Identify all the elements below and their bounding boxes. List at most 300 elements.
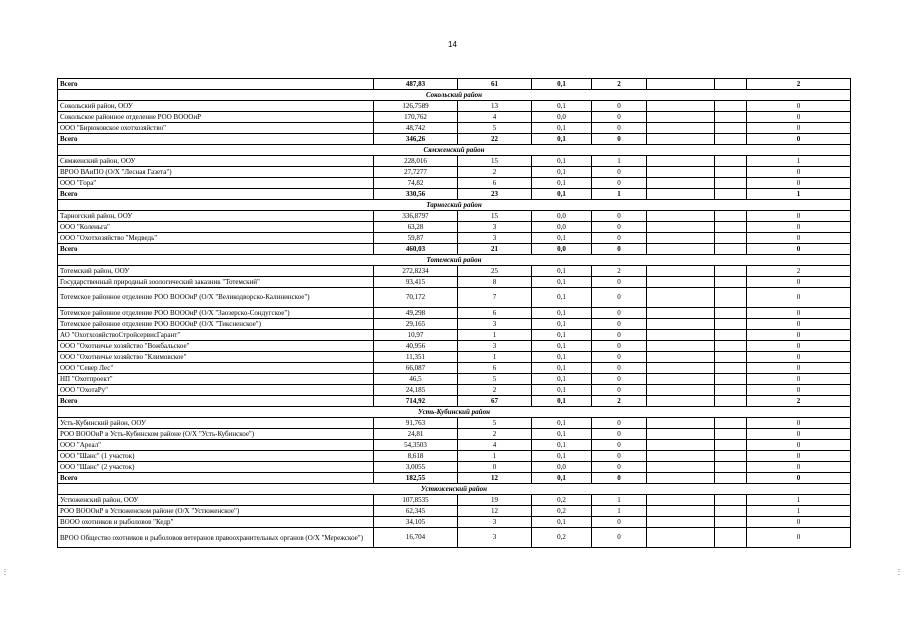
cell-col-5 [647,277,715,288]
cell-col-1: 107,8535 [374,495,458,506]
cell-col-6 [715,352,747,363]
cell-col-7: 0 [747,528,851,548]
cell-col-5 [647,308,715,319]
cell-col-7: 0 [747,178,851,189]
cell-col-3: 0,1 [532,385,592,396]
cell-col-2: 13 [458,101,532,112]
district-header-row [58,90,851,101]
cell-col-3: 0,1 [532,134,592,145]
cell-col-5 [647,528,715,548]
total-row [58,79,851,90]
cell-col-4: 0 [592,341,647,352]
cell-col-2: 3 [458,319,532,330]
cell-col-7: 0 [747,341,851,352]
page-edge-mark-right: . : [898,565,900,577]
cell-col-7: 0 [747,288,851,308]
cell-col-2: 23 [458,189,532,200]
cell-col-2: 4 [458,112,532,123]
cell-col-2: 5 [458,418,532,429]
cell-col-3: 0,1 [532,79,592,90]
cell-col-5 [647,396,715,407]
cell-col-5 [647,462,715,473]
cell-col-2: 6 [458,308,532,319]
cell-col-4: 0 [592,112,647,123]
cell-col-3: 0,2 [532,528,592,548]
row-label: Всего [58,134,374,145]
cell-col-3: 0,1 [532,156,592,167]
cell-col-4: 1 [592,495,647,506]
cell-col-6 [715,341,747,352]
cell-col-3: 0,1 [532,517,592,528]
cell-col-1: 8,618 [374,451,458,462]
cell-col-7: 2 [747,396,851,407]
page-number: 14 [448,40,457,49]
cell-col-7: 0 [747,352,851,363]
cell-col-1: 272,8234 [374,266,458,277]
cell-col-1: 11,351 [374,352,458,363]
cell-col-3: 0,1 [532,189,592,200]
cell-col-2: 5 [458,123,532,134]
cell-col-3: 0,2 [532,506,592,517]
cell-col-1: 49,298 [374,308,458,319]
cell-col-3: 0,1 [532,319,592,330]
cell-col-2: 22 [458,134,532,145]
cell-col-2: 3 [458,222,532,233]
cell-col-5 [647,244,715,255]
cell-col-6 [715,330,747,341]
cell-col-2: 3 [458,517,532,528]
table-row [58,374,851,385]
total-row [58,396,851,407]
cell-col-7: 0 [747,330,851,341]
total-row [58,244,851,255]
table-row [58,112,851,123]
cell-col-6 [715,189,747,200]
cell-col-3: 0,1 [532,352,592,363]
cell-col-5 [647,189,715,200]
table-row [58,222,851,233]
cell-col-2: 6 [458,363,532,374]
cell-col-1: 29,165 [374,319,458,330]
cell-col-5 [647,473,715,484]
cell-col-1: 63,28 [374,222,458,233]
cell-col-1: 40,956 [374,341,458,352]
row-label: Всего [58,79,374,90]
cell-col-7: 1 [747,189,851,200]
cell-col-6 [715,79,747,90]
cell-col-6 [715,178,747,189]
table-row [58,451,851,462]
cell-col-2: 1 [458,352,532,363]
row-label: НП "Охотпроект" [58,374,374,385]
cell-col-5 [647,101,715,112]
cell-col-2: 3 [458,341,532,352]
row-label: Государственный природный зоологический заказник "Тотемский" [58,277,374,288]
cell-col-3: 0,1 [532,266,592,277]
cell-col-4: 0 [592,385,647,396]
cell-col-6 [715,266,747,277]
cell-col-2: 1 [458,330,532,341]
cell-col-6 [715,396,747,407]
cell-col-7: 0 [747,101,851,112]
table-row [58,363,851,374]
cell-col-4: 2 [592,79,647,90]
cell-col-6 [715,112,747,123]
cell-col-7: 1 [747,506,851,517]
cell-col-4: 0 [592,330,647,341]
total-row [58,473,851,484]
cell-col-5 [647,352,715,363]
cell-col-3: 0,1 [532,123,592,134]
cell-col-1: 170,762 [374,112,458,123]
cell-col-5 [647,341,715,352]
row-label: ООО "Бирюковское охотхозяйство" [58,123,374,134]
row-label: ООО "Север Лес" [58,363,374,374]
cell-col-4: 0 [592,167,647,178]
district-header-row [58,255,851,266]
cell-col-2: 2 [458,167,532,178]
cell-col-6 [715,233,747,244]
row-label: ООО "Охотничье хозяйство "Климовское" [58,352,374,363]
cell-col-1: 3,0055 [374,462,458,473]
cell-col-6 [715,308,747,319]
cell-col-3: 0,1 [532,341,592,352]
table-row [58,528,851,548]
table-row [58,495,851,506]
table-row [58,517,851,528]
cell-col-4: 0 [592,233,647,244]
cell-col-3: 0,1 [532,330,592,341]
cell-col-4: 0 [592,528,647,548]
cell-col-1: 46,5 [374,374,458,385]
cell-col-6 [715,211,747,222]
cell-col-2: 2 [458,385,532,396]
district-title: Сокольский район [58,90,851,101]
cell-col-6 [715,440,747,451]
district-title: Усть-Кубинский район [58,407,851,418]
table-row [58,308,851,319]
cell-col-6 [715,517,747,528]
cell-col-7: 2 [747,79,851,90]
cell-col-6 [715,528,747,548]
total-row [58,134,851,145]
page-edge-mark-left: . : [4,565,6,577]
cell-col-5 [647,288,715,308]
cell-col-2: 4 [458,440,532,451]
cell-col-5 [647,517,715,528]
cell-col-6 [715,167,747,178]
table-row [58,319,851,330]
table-row [58,233,851,244]
cell-col-7: 0 [747,233,851,244]
row-label: ООО "Гора" [58,178,374,189]
cell-col-5 [647,418,715,429]
cell-col-2: 21 [458,244,532,255]
row-label: Тотемское районное отделение РОО ВОООиР (О/Х "Великодворско-Калининское") [58,288,374,308]
cell-col-1: 48,742 [374,123,458,134]
cell-col-5 [647,506,715,517]
cell-col-4: 0 [592,211,647,222]
cell-col-3: 0,1 [532,396,592,407]
row-label: Всего [58,244,374,255]
cell-col-5 [647,178,715,189]
cell-col-3: 0,0 [532,112,592,123]
cell-col-2: 67 [458,396,532,407]
cell-col-7: 0 [747,308,851,319]
cell-col-3: 0,0 [532,211,592,222]
cell-col-5 [647,79,715,90]
table-row [58,506,851,517]
cell-col-2: 6 [458,178,532,189]
cell-col-1: 62,345 [374,506,458,517]
report-table-body [58,79,851,548]
table-row [58,156,851,167]
table-row [58,385,851,396]
cell-col-3: 0,1 [532,451,592,462]
cell-col-4: 0 [592,473,647,484]
cell-col-3: 0,1 [532,167,592,178]
cell-col-1: 346,26 [374,134,458,145]
cell-col-1: 487,83 [374,79,458,90]
cell-col-7: 0 [747,244,851,255]
cell-col-4: 0 [592,418,647,429]
cell-col-2: 25 [458,266,532,277]
cell-col-3: 0,0 [532,222,592,233]
cell-col-5 [647,167,715,178]
cell-col-2: 12 [458,506,532,517]
cell-col-7: 0 [747,451,851,462]
cell-col-6 [715,101,747,112]
cell-col-4: 0 [592,288,647,308]
cell-col-3: 0,1 [532,363,592,374]
table-row [58,167,851,178]
row-label: ООО "Ареал" [58,440,374,451]
cell-col-6 [715,134,747,145]
table-row [58,440,851,451]
cell-col-7: 0 [747,374,851,385]
cell-col-6 [715,374,747,385]
cell-col-2: 3 [458,528,532,548]
cell-col-4: 0 [592,101,647,112]
district-header-row [58,145,851,156]
cell-col-6 [715,506,747,517]
cell-col-6 [715,156,747,167]
row-label: Сокольское районное отделение РОО ВОООиР [58,112,374,123]
cell-col-3: 0,1 [532,429,592,440]
cell-col-3: 0,1 [532,288,592,308]
cell-col-4: 1 [592,156,647,167]
cell-col-2: 2 [458,429,532,440]
cell-col-6 [715,385,747,396]
cell-col-2: 7 [458,288,532,308]
cell-col-6 [715,495,747,506]
cell-col-3: 0,1 [532,308,592,319]
table-row [58,462,851,473]
cell-col-5 [647,451,715,462]
cell-col-4: 2 [592,266,647,277]
cell-col-7: 0 [747,440,851,451]
cell-col-1: 91,763 [374,418,458,429]
cell-col-7: 0 [747,123,851,134]
cell-col-1: 24,81 [374,429,458,440]
cell-col-7: 1 [747,495,851,506]
cell-col-5 [647,112,715,123]
table-row [58,178,851,189]
cell-col-6 [715,418,747,429]
row-label: Усть-Кубинский район, ООУ [58,418,374,429]
cell-col-7: 2 [747,266,851,277]
cell-col-2: 3 [458,233,532,244]
cell-col-4: 0 [592,374,647,385]
cell-col-1: 27,7277 [374,167,458,178]
cell-col-2: 12 [458,473,532,484]
cell-col-6 [715,123,747,134]
cell-col-7: 0 [747,429,851,440]
cell-col-6 [715,319,747,330]
cell-col-7: 0 [747,462,851,473]
cell-col-2: 8 [458,277,532,288]
cell-col-4: 0 [592,440,647,451]
cell-col-7: 0 [747,418,851,429]
row-label: ООО "Коленьга" [58,222,374,233]
cell-col-5 [647,211,715,222]
cell-col-6 [715,429,747,440]
cell-col-1: 74,82 [374,178,458,189]
cell-col-5 [647,266,715,277]
cell-col-4: 2 [592,396,647,407]
cell-col-3: 0,1 [532,418,592,429]
row-label: ООО "Охотничье хозяйство "Вожбальское" [58,341,374,352]
district-title: Тотемский район [58,255,851,266]
cell-col-5 [647,156,715,167]
row-label: АО "ОхотхозяйствоСтройсервисГарант" [58,330,374,341]
cell-col-1: 126,7589 [374,101,458,112]
cell-col-4: 0 [592,123,647,134]
cell-col-2: 15 [458,156,532,167]
cell-col-3: 0,1 [532,277,592,288]
cell-col-4: 0 [592,451,647,462]
row-label: Устюженский район, ООУ [58,495,374,506]
row-label: Всего [58,189,374,200]
cell-col-7: 1 [747,156,851,167]
cell-col-2: 1 [458,451,532,462]
district-title: Тарногский район [58,200,851,211]
table-row [58,211,851,222]
cell-col-5 [647,429,715,440]
row-label: Всего [58,473,374,484]
row-label: ВРОО ВАиПО (О/Х "Лесная Газета") [58,167,374,178]
cell-col-6 [715,222,747,233]
cell-col-3: 0,1 [532,178,592,189]
cell-col-4: 0 [592,517,647,528]
cell-col-2: 15 [458,211,532,222]
cell-col-1: 59,87 [374,233,458,244]
cell-col-1: 228,016 [374,156,458,167]
cell-col-6 [715,473,747,484]
cell-col-1: 54,3503 [374,440,458,451]
cell-col-5 [647,233,715,244]
table-row [58,429,851,440]
cell-col-3: 0,0 [532,244,592,255]
cell-col-2: 19 [458,495,532,506]
cell-col-6 [715,451,747,462]
cell-col-4: 0 [592,134,647,145]
total-row [58,189,851,200]
cell-col-3: 0,1 [532,233,592,244]
cell-col-1: 182,55 [374,473,458,484]
cell-col-1: 10,97 [374,330,458,341]
cell-col-4: 0 [592,277,647,288]
cell-col-5 [647,440,715,451]
cell-col-4: 0 [592,222,647,233]
row-label: Тарногский район, ООУ [58,211,374,222]
cell-col-4: 0 [592,352,647,363]
row-label: Сокольский район, ООУ [58,101,374,112]
row-label: ООО "Охотхозяйство "Медведь" [58,233,374,244]
row-label: Тотемское районное отделение РОО ВОООиР (О/Х "Тиксненское") [58,319,374,330]
cell-col-1: 460,03 [374,244,458,255]
cell-col-2: 0 [458,462,532,473]
cell-col-7: 0 [747,167,851,178]
cell-col-7: 0 [747,385,851,396]
cell-col-3: 0,1 [532,101,592,112]
table-row [58,352,851,363]
table-row [58,101,851,112]
row-label: ВРОО Общество охотников и рыболовов ветеранов правоохранительных органов (О/Х "Мережское") [58,528,374,548]
row-label: ООО "Шанс" (1 участок) [58,451,374,462]
row-label: ООО "ОхотаРу" [58,385,374,396]
row-label: Сямженский район, ООУ [58,156,374,167]
table-row [58,418,851,429]
cell-col-1: 16,704 [374,528,458,548]
row-label: ООО "Шанс" (2 участок) [58,462,374,473]
cell-col-4: 0 [592,319,647,330]
cell-col-1: 70,172 [374,288,458,308]
cell-col-6 [715,462,747,473]
cell-col-5 [647,123,715,134]
row-label: ВООО охотников и рыболовов "Кедр" [58,517,374,528]
cell-col-4: 0 [592,308,647,319]
cell-col-7: 0 [747,319,851,330]
cell-col-6 [715,277,747,288]
cell-col-6 [715,363,747,374]
cell-col-2: 61 [458,79,532,90]
cell-col-4: 0 [592,178,647,189]
cell-col-2: 5 [458,374,532,385]
cell-col-5 [647,363,715,374]
table-row [58,266,851,277]
cell-col-4: 0 [592,363,647,374]
cell-col-1: 714,92 [374,396,458,407]
cell-col-7: 0 [747,277,851,288]
row-label: РОО ВОООиР в Устюженском районе (О/Х "Устюженское") [58,506,374,517]
cell-col-3: 0,1 [532,440,592,451]
cell-col-5 [647,330,715,341]
cell-col-4: 0 [592,244,647,255]
district-title: Устюженский район [58,484,851,495]
cell-col-4: 0 [592,462,647,473]
cell-col-3: 0,2 [532,495,592,506]
district-title: Сямженский район [58,145,851,156]
cell-col-3: 0,0 [532,462,592,473]
cell-col-3: 0,1 [532,374,592,385]
cell-col-5 [647,222,715,233]
row-label: Всего [58,396,374,407]
cell-col-7: 0 [747,112,851,123]
row-label: РОО ВОООиР в Усть-Кубинском районе (О/Х "Усть-Кубинское") [58,429,374,440]
cell-col-4: 0 [592,429,647,440]
cell-col-5 [647,385,715,396]
